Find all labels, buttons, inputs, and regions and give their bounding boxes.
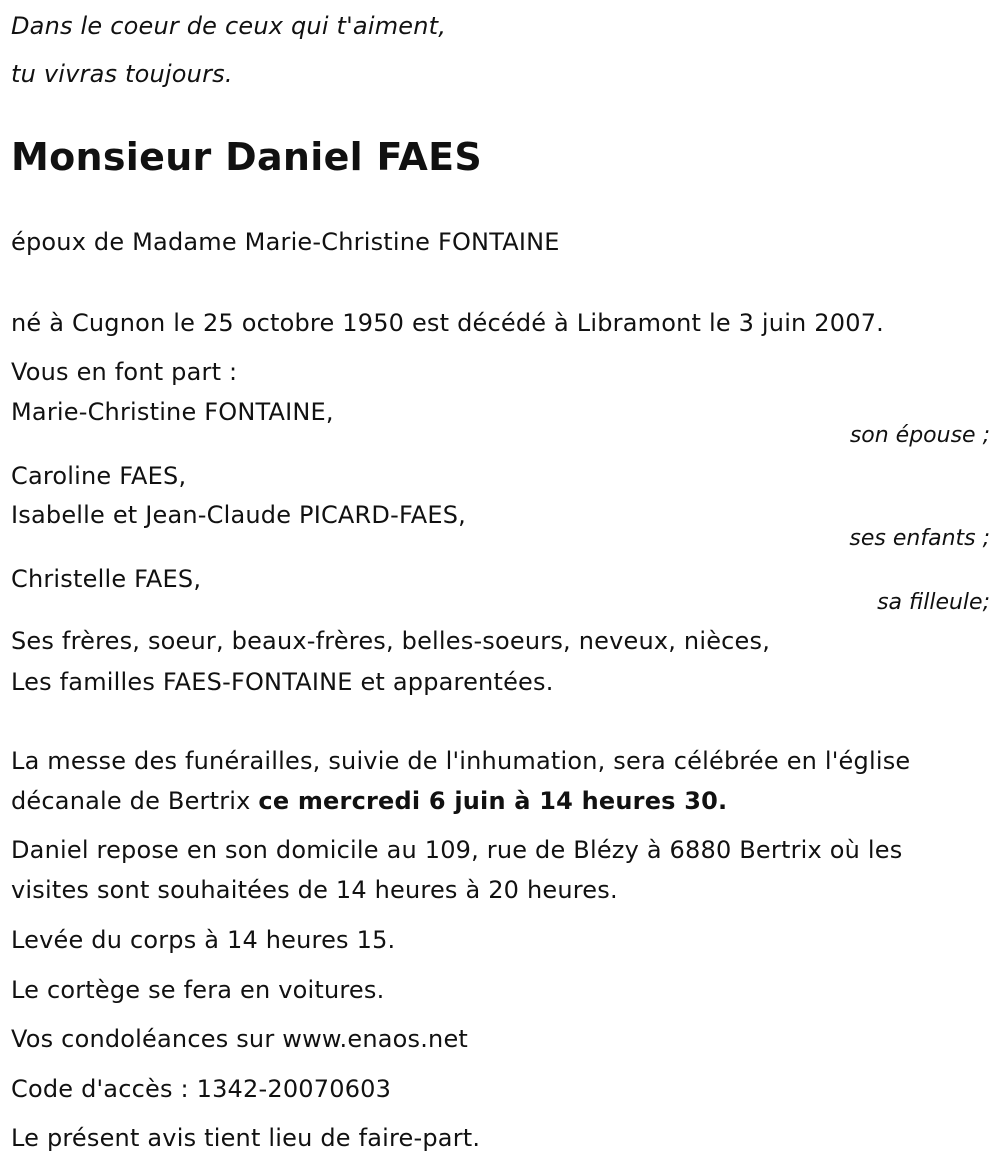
family-child-2: Isabelle et Jean-Claude PICARD-FAES, [11, 501, 467, 529]
epigraph-line-1: Dans le coeur de ceux qui t'aiment, [11, 12, 447, 40]
spouse-line: époux de Madame Marie-Christine FONTAINE [11, 228, 560, 256]
family-relatives-2: Les familles FAES-FONTAINE et apparentées. [11, 668, 554, 696]
ceremony-line-2 [11, 786, 727, 816]
levee-line: Levée du corps à 14 heures 15. [11, 926, 396, 954]
epigraph-line-2: tu vivras toujours. [11, 60, 233, 88]
ceremony-line-1: La messe des funérailles, suivie de l'inhumation, sera célébrée en l'église [11, 747, 911, 775]
visitation-line-2: visites sont souhaitées de 14 heures à 20 heures. [11, 876, 618, 904]
family-goddaughter-name: Christelle FAES, [11, 565, 202, 593]
cortege-line: Le cortège se fera en voitures. [11, 976, 385, 1004]
closing-line: Le présent avis tient lieu de faire-part. [11, 1124, 481, 1152]
birth-death-line: né à Cugnon le 25 octobre 1950 est décédé à Libramont le 3 juin 2007. [11, 309, 885, 337]
deceased-name: Monsieur Daniel FAES [11, 135, 483, 179]
announcement-intro: Vous en font part : [11, 358, 238, 386]
family-child-1: Caroline FAES, [11, 462, 187, 490]
ceremony-date-time: ce mercredi 6 juin à 14 heures 30. [258, 787, 728, 815]
family-children-relation: ses enfants ; [849, 526, 990, 551]
visitation-line-1: Daniel repose en son domicile au 109, rue de Blézy à 6880 Bertrix où les [11, 836, 903, 864]
family-spouse-name: Marie-Christine FONTAINE, [11, 398, 334, 426]
family-goddaughter-relation: sa filleule; [877, 590, 990, 615]
condolences-line: Vos condoléances sur www.enaos.net [11, 1025, 469, 1053]
family-spouse-relation: son épouse ; [849, 423, 990, 448]
access-code-line: Code d'accès : 1342-20070603 [11, 1075, 392, 1103]
family-relatives-1: Ses frères, soeur, beaux-frères, belles-soeurs, neveux, nièces, [11, 627, 771, 655]
ceremony-line-2-start: décanale de Bertrix [11, 787, 259, 815]
